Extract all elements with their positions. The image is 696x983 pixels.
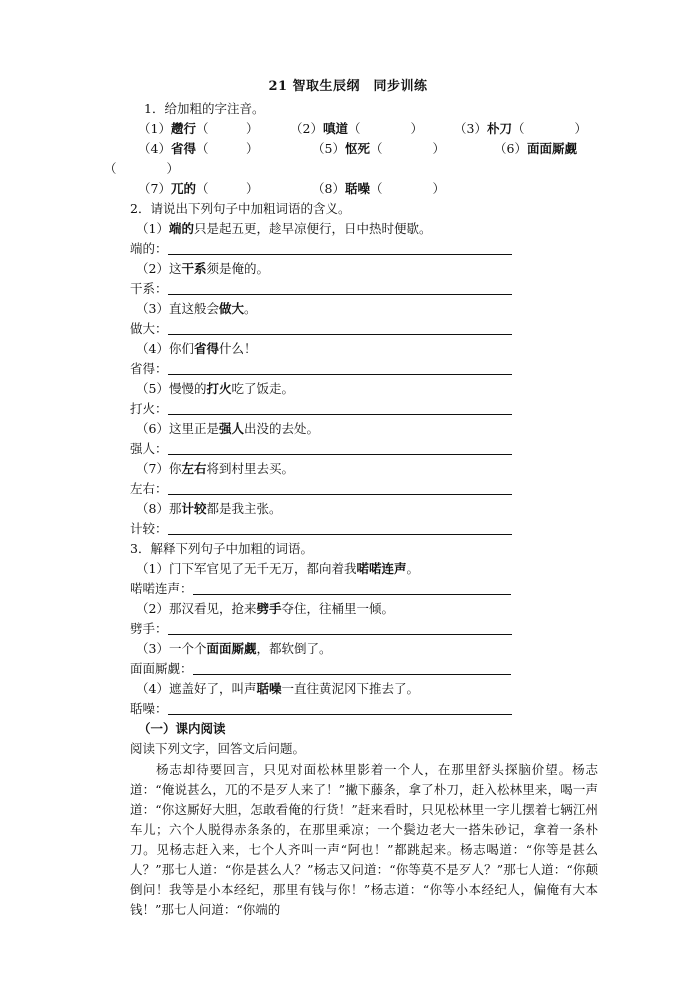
answer-blank[interactable] (168, 622, 512, 635)
q1-item-3: （3）朴刀（ ） (454, 121, 587, 136)
q2-answer-5: 打火： (130, 400, 512, 418)
answer-blank[interactable] (168, 522, 512, 535)
q2-sentence-2: （2）这干系须是俺的。 (136, 261, 269, 276)
answer-blank[interactable] (168, 442, 512, 455)
q2-answer-8: 计较： (130, 520, 512, 538)
q1-item-2: （2）嗔道（ ） (290, 121, 423, 136)
q2-sentence-7: （7）你左右将到村里去买。 (136, 461, 294, 476)
q3-sentence-4: （4）遮盖好了，叫声聒噪一直往黄泥冈下推去了。 (136, 681, 419, 696)
q2-answer-2: 干系： (130, 280, 512, 298)
q1-heading: 1．给加粗的字注音。 (144, 101, 265, 116)
answer-blank[interactable] (168, 282, 512, 295)
q2-answer-6: 强人： (130, 440, 512, 458)
section-heading: （一）课内阅读 (138, 721, 226, 736)
answer-blank[interactable] (168, 362, 512, 375)
q2-answer-7: 左右： (130, 480, 512, 498)
q3-answer-3: 面面厮觑： (130, 660, 511, 678)
answer-blank[interactable] (193, 662, 511, 675)
answer-blank[interactable] (168, 242, 512, 255)
q1-item-5: （5）怄死（ ） (312, 141, 445, 156)
answer-blank[interactable] (168, 322, 512, 335)
q1-item-8: （8）聒噪（ ） (312, 181, 445, 196)
reading-instruction: 阅读下列文字，回答文后问题。 (130, 741, 306, 756)
q1-item-6-paren: （ ） (104, 161, 180, 176)
answer-blank[interactable] (168, 702, 512, 715)
answer-blank[interactable] (193, 582, 511, 595)
q1-item-6: （6）面面厮觑 (494, 141, 577, 156)
q2-answer-4: 省得： (130, 360, 512, 378)
q3-answer-4: 聒噪： (130, 700, 512, 718)
page-title: 21 智取生辰纲 同步训练 (268, 79, 428, 94)
q2-heading: 2．请说出下列句子中加粗词语的含义。 (130, 201, 351, 216)
q3-answer-2: 劈手： (130, 620, 512, 638)
q1-item-4: （4）省得（ ） (138, 141, 259, 156)
reading-passage: 杨志却待要回言，只见对面松林里影着一个人，在那里舒头探脑价望。杨志道：“俺说甚么，兀的不是歹人来了！”撇下藤条，拿了朴刀，赶入松林里来，喝一声道：“你这厮好大胆，怎敢看俺的行货！”赶来看时，只见松林里一字儿摆着七辆江州车儿；六个人脱得赤条条的，在那里乘凉；一个鬓边老大一搭朱砂记，拿着一条朴刀。见杨志赶入来，七个人齐叫一声“阿也！”都跳起来。杨志喝道：“你等是甚么人？”那七人道：“你是甚么人？”杨志又问道：“你等莫不是歹人？”那七人道：“你颠倒问！我等是小本经纪，那里有钱与你！”杨志道：“你等小本经纪人，偏俺有大本钱！”那七人问道：“你端的 (130, 762, 598, 917)
q2-sentence-1: （1）端的只是起五更，趁早凉便行，日中热时便歇。 (136, 221, 432, 236)
q2-answer-1: 端的： (130, 240, 512, 258)
q2-sentence-6: （6）这里正是强人出没的去处。 (136, 421, 319, 436)
q2-sentence-4: （4）你们省得什么！ (136, 341, 257, 356)
q3-sentence-1: （1）门下军官见了无千无万，都向着我喏喏连声。 (136, 561, 419, 576)
q1-item-7: （7）兀的（ ） (138, 181, 259, 196)
q3-answer-1: 喏喏连声： (130, 580, 511, 598)
q2-sentence-8: （8）那计较都是我主张。 (136, 501, 282, 516)
q3-heading: 3．解释下列句子中加粗的词语。 (130, 541, 313, 556)
q2-answer-3: 做大： (130, 320, 512, 338)
answer-blank[interactable] (168, 482, 512, 495)
q3-sentence-3: （3）一个个面面厮觑，都软倒了。 (136, 641, 332, 656)
q1-item-1: （1）趱行（ ） (138, 121, 259, 136)
answer-blank[interactable] (168, 402, 512, 415)
q2-sentence-5: （5）慢慢的打火吃了饭走。 (136, 381, 294, 396)
q2-sentence-3: （3）直这般会做大。 (136, 301, 257, 316)
q3-sentence-2: （2）那汉看见，抢来劈手夺住，往桶里一倾。 (136, 601, 394, 616)
